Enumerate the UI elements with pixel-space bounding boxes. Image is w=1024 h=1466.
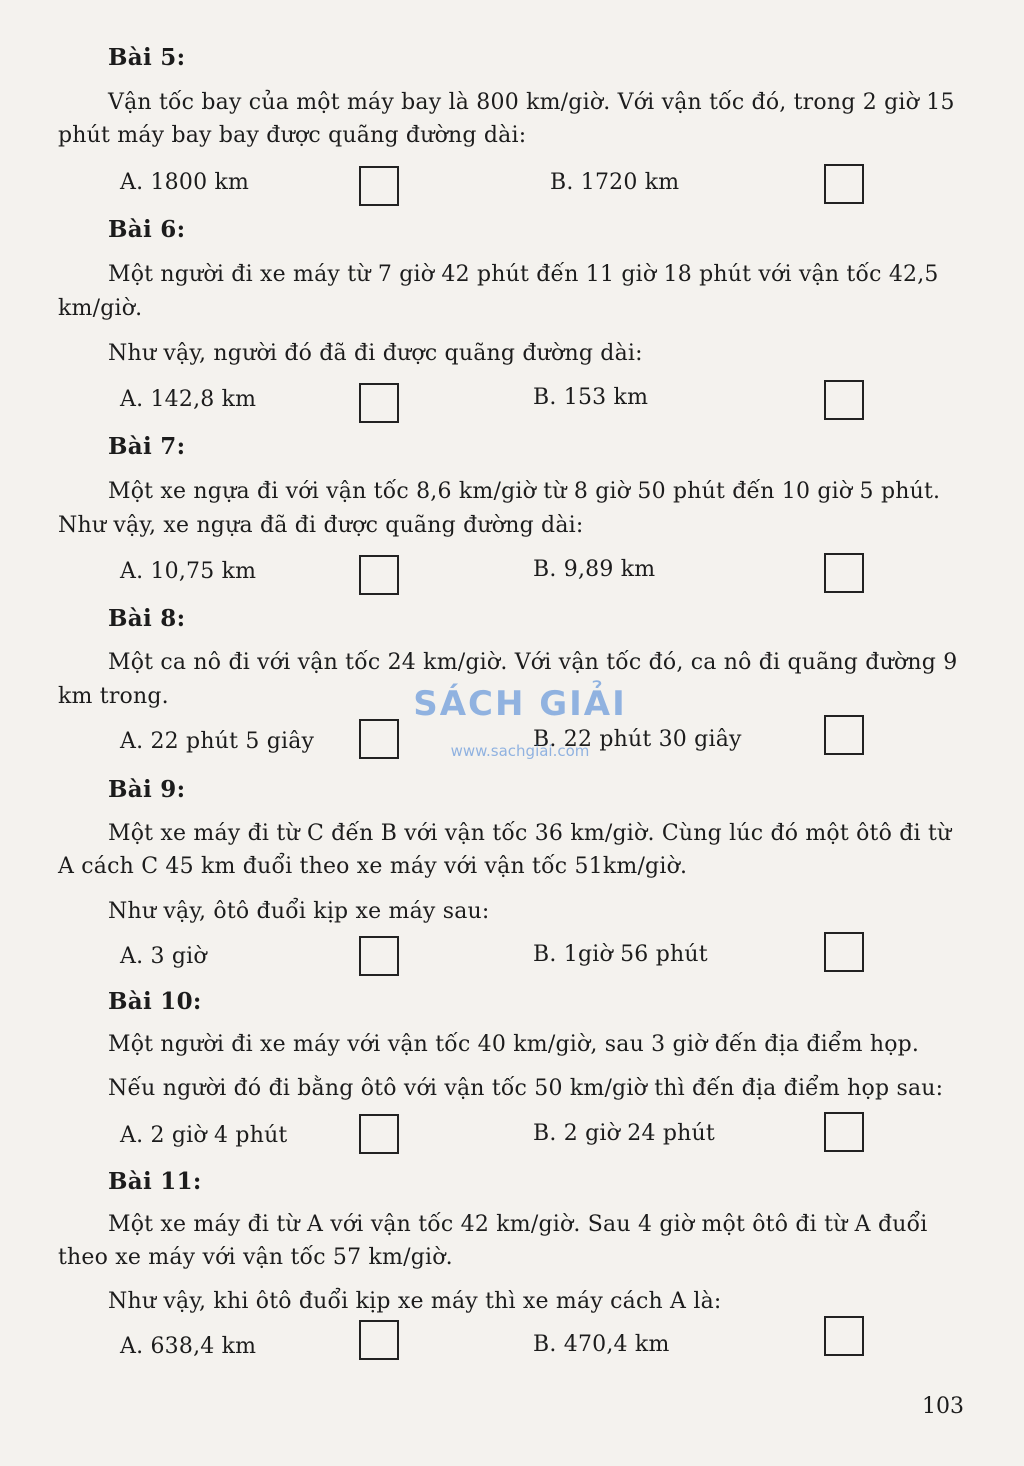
problem-7-title: Bài 7: xyxy=(108,433,186,460)
problem-7-text-line-1: Một xe ngựa đi với vận tốc 8,6 km/giờ từ 8 giờ 50 phút đến 10 giờ 5 phút. xyxy=(108,479,941,504)
problem-6-text-line-2: km/giờ. xyxy=(58,296,143,321)
problem-7-checkbox-a[interactable] xyxy=(359,555,399,595)
problem-5-option-a: A. 1800 km xyxy=(120,170,250,195)
problem-8-option-a: A. 22 phút 5 giây xyxy=(120,729,315,754)
problem-7-checkbox-b[interactable] xyxy=(824,553,864,593)
problem-8-title: Bài 8: xyxy=(108,605,186,632)
problem-10-checkbox-a[interactable] xyxy=(359,1114,399,1154)
problem-10-text-line-2: Nếu người đó đi bằng ôtô với vận tốc 50 km/giờ thì đến địa điểm họp sau: xyxy=(108,1076,944,1101)
problem-10-option-a: A. 2 giờ 4 phút xyxy=(120,1123,288,1148)
problem-6-checkbox-b[interactable] xyxy=(824,380,864,420)
watermark-url: www.sachgiai.com xyxy=(450,742,590,760)
watermark xyxy=(410,684,630,784)
problem-8-option-b: B. 22 phút 30 giây xyxy=(533,727,742,752)
problem-11-text-line-1: Một xe máy đi từ A với vận tốc 42 km/giờ. Sau 4 giờ một ôtô đi từ A đuổi xyxy=(108,1212,928,1237)
watermark-logo: SÁCH GIẢI xyxy=(413,684,627,724)
problem-7-option-b: B. 9,89 km xyxy=(533,557,656,582)
problem-5-option-b: B. 1720 km xyxy=(550,170,680,195)
problem-10-title: Bài 10: xyxy=(108,988,202,1015)
problem-11-text-line-2: theo xe máy với vận tốc 57 km/giờ. xyxy=(58,1245,453,1270)
problem-5-checkbox-a[interactable] xyxy=(359,166,399,206)
problem-11-checkbox-b[interactable] xyxy=(824,1316,864,1356)
problem-9-title: Bài 9: xyxy=(108,776,186,803)
problem-9-text-line-1: Một xe máy đi từ C đến B với vận tốc 36 km/giờ. Cùng lúc đó một ôtô đi từ xyxy=(108,821,952,846)
problem-7-text-line-2: Như vậy, xe ngựa đã đi được quãng đường dài: xyxy=(58,513,584,538)
problem-9-text-line-3: Như vậy, ôtô đuổi kịp xe máy sau: xyxy=(108,899,490,924)
problem-11-title: Bài 11: xyxy=(108,1168,202,1195)
page-number: 103 xyxy=(922,1394,964,1419)
problem-9-text-line-2: A cách C 45 km đuổi theo xe máy với vận tốc 51km/giờ. xyxy=(58,854,688,879)
problem-10-option-b: B. 2 giờ 24 phút xyxy=(533,1121,715,1146)
problem-6-option-a: A. 142,8 km xyxy=(120,387,257,412)
problem-6-title: Bài 6: xyxy=(108,216,186,243)
problem-6-option-b: B. 153 km xyxy=(533,385,649,410)
problem-10-checkbox-b[interactable] xyxy=(824,1112,864,1152)
problem-6-text-line-1: Một người đi xe máy từ 7 giờ 42 phút đến 11 giờ 18 phút với vận tốc 42,5 xyxy=(108,262,939,287)
problem-11-checkbox-a[interactable] xyxy=(359,1320,399,1360)
problem-9-option-b: B. 1giờ 56 phút xyxy=(533,942,708,967)
problem-5-text-line-1: Vận tốc bay của một máy bay là 800 km/giờ. Với vận tốc đó, trong 2 giờ 15 xyxy=(108,90,955,115)
problem-5-title: Bài 5: xyxy=(108,44,186,71)
problem-7-option-a: A. 10,75 km xyxy=(120,559,257,584)
problem-11-option-a: A. 638,4 km xyxy=(120,1334,257,1359)
problem-9-checkbox-a[interactable] xyxy=(359,936,399,976)
problem-8-checkbox-b[interactable] xyxy=(824,715,864,755)
problem-8-checkbox-a[interactable] xyxy=(359,719,399,759)
problem-11-option-b: B. 470,4 km xyxy=(533,1332,670,1357)
problem-9-option-a: A. 3 giờ xyxy=(120,944,207,969)
problem-8-text-line-2: km trong. xyxy=(58,684,169,709)
problem-6-text-line-3: Như vậy, người đó đã đi được quãng đường dài: xyxy=(108,341,643,366)
problem-5-text-line-2: phút máy bay bay được quãng đường dài: xyxy=(58,123,527,148)
problem-5-checkbox-b[interactable] xyxy=(824,164,864,204)
problem-11-text-line-3: Như vậy, khi ôtô đuổi kịp xe máy thì xe máy cách A là: xyxy=(108,1289,722,1314)
problem-9-checkbox-b[interactable] xyxy=(824,932,864,972)
problem-6-checkbox-a[interactable] xyxy=(359,383,399,423)
problem-8-text-line-1: Một ca nô đi với vận tốc 24 km/giờ. Với vận tốc đó, ca nô đi quãng đường 9 xyxy=(108,650,958,675)
problem-10-text-line-1: Một người đi xe máy với vận tốc 40 km/giờ, sau 3 giờ đến địa điểm họp. xyxy=(108,1032,920,1057)
